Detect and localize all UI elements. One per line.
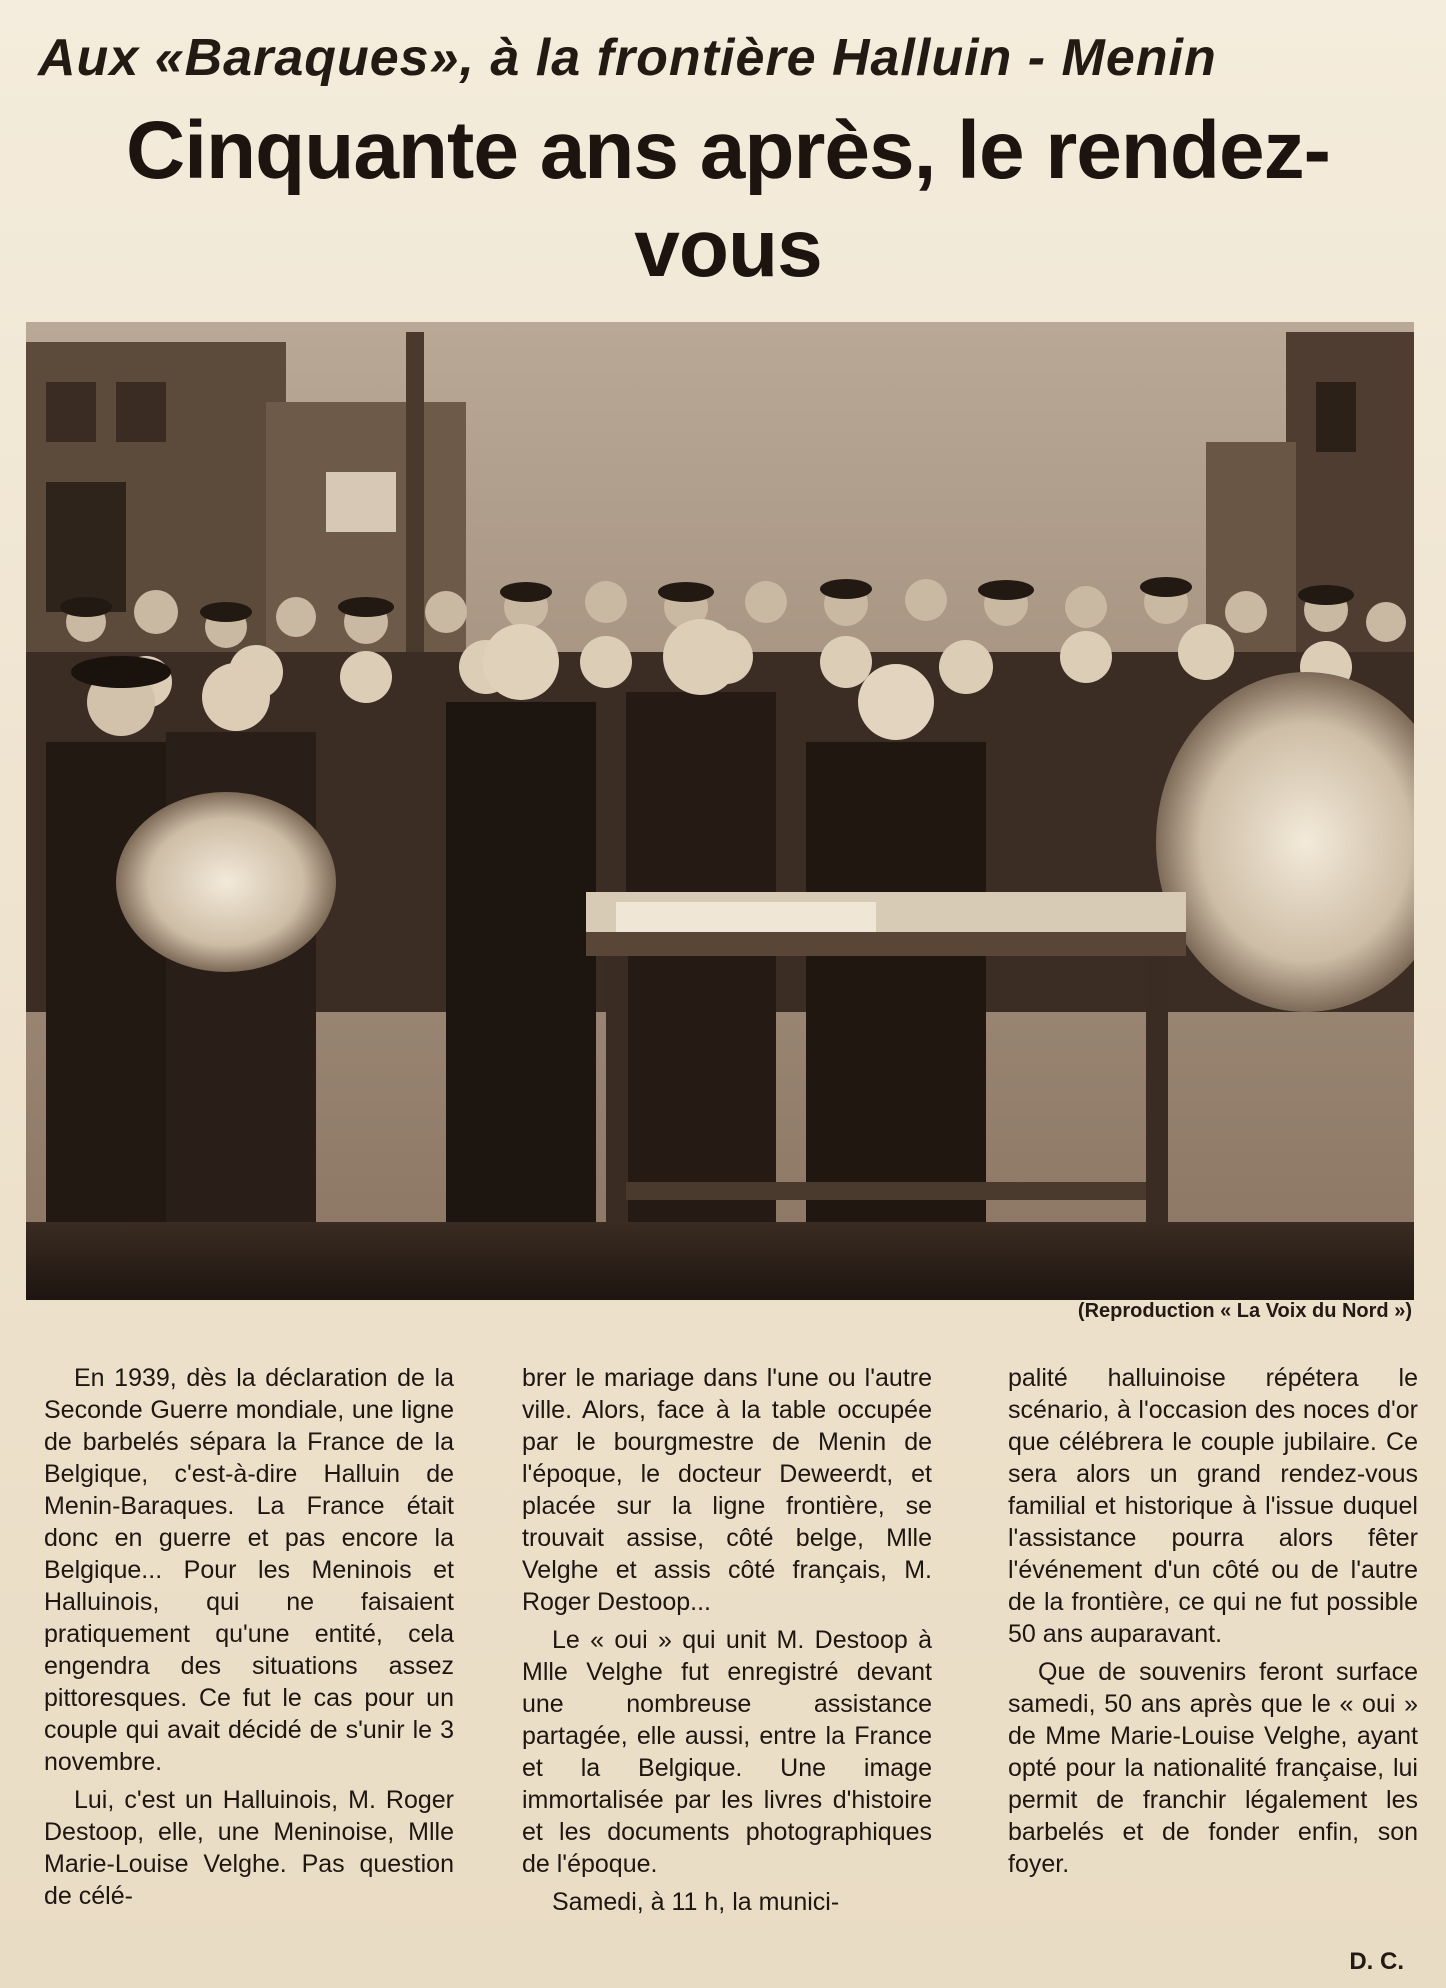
- author-signature: D. C.: [1349, 1948, 1404, 1975]
- photo-credit: (Reproduction « La Voix du Nord »): [1077, 1300, 1412, 1322]
- paragraph: brer le mariage dans l'une ou l'autre ville. Alors, face à la table occupée par le bourgmestre de Menin de l'époque, le docteur Deweerdt, et placée sur la ligne frontière, se trouvait assise, côté belge, Mlle Velghe et assis côté français, M. Roger Destoop...: [522, 1364, 932, 1616]
- wedding-photo-illustration: [26, 322, 1414, 1300]
- paragraph: Samedi, à 11 h, la munici-: [552, 1888, 840, 1916]
- paragraph: En 1939, dès la déclaration de la Seconde Guerre mondiale, une ligne de barbelés sépara la France de la Belgique, c'est-à-dire Halluin de Menin-Baraques. La France était donc en guerre et pas encore la Belgique... Pour les Meninois et Halluinois, qui ne faisaient pratiquement qu'une entité, cela engendra des situations assez pittoresques. Ce fut le cas pour un couple qui avait décidé de s'unir le 3 novembre.: [44, 1364, 454, 1776]
- headline-line-1: Cinquante ans après, le rendez-vous: [126, 105, 1330, 294]
- article-kicker: Aux «Baraques», à la frontière Halluin - Menin: [38, 29, 1217, 87]
- paragraph: Lui, c'est un Halluinois, M. Roger Destoop, elle, une Meninoise, Mlle Marie-Louise Velghe. Pas question de célé-: [44, 1786, 454, 1910]
- article-column-1: [44, 1362, 454, 1912]
- paragraph: Que de souvenirs feront surface samedi, 50 ans après que le « oui » de Mme Marie-Louise Velghe, ayant opté pour la nationalité française, lui permit de franchir légalement les barbelés et de fonder enfin, son foyer.: [1008, 1658, 1418, 1878]
- article-column-3: [1008, 1362, 1418, 1880]
- paragraph: palité halluinoise répétera le scénario, à l'occasion des noces d'or que célébrera le couple jubilaire. Ce sera alors un grand rendez-vous familial et historique à l'issue duquel l'assistance pourra alors fêter l'événement d'un côté ou de l'autre de la frontière, ce qui ne fut possible 50 ans auparavant.: [1008, 1364, 1418, 1648]
- wedding-photo: [26, 322, 1414, 1300]
- paragraph: Le « oui » qui unit M. Destoop à Mlle Velghe fut enregistré devant une nombreuse assistance partagée, elle aussi, entre la France et la Belgique. Une image immortalisée par les livres d'histoire et les documents photographiques de l'époque.: [522, 1626, 932, 1878]
- article-column-2: [522, 1362, 932, 1918]
